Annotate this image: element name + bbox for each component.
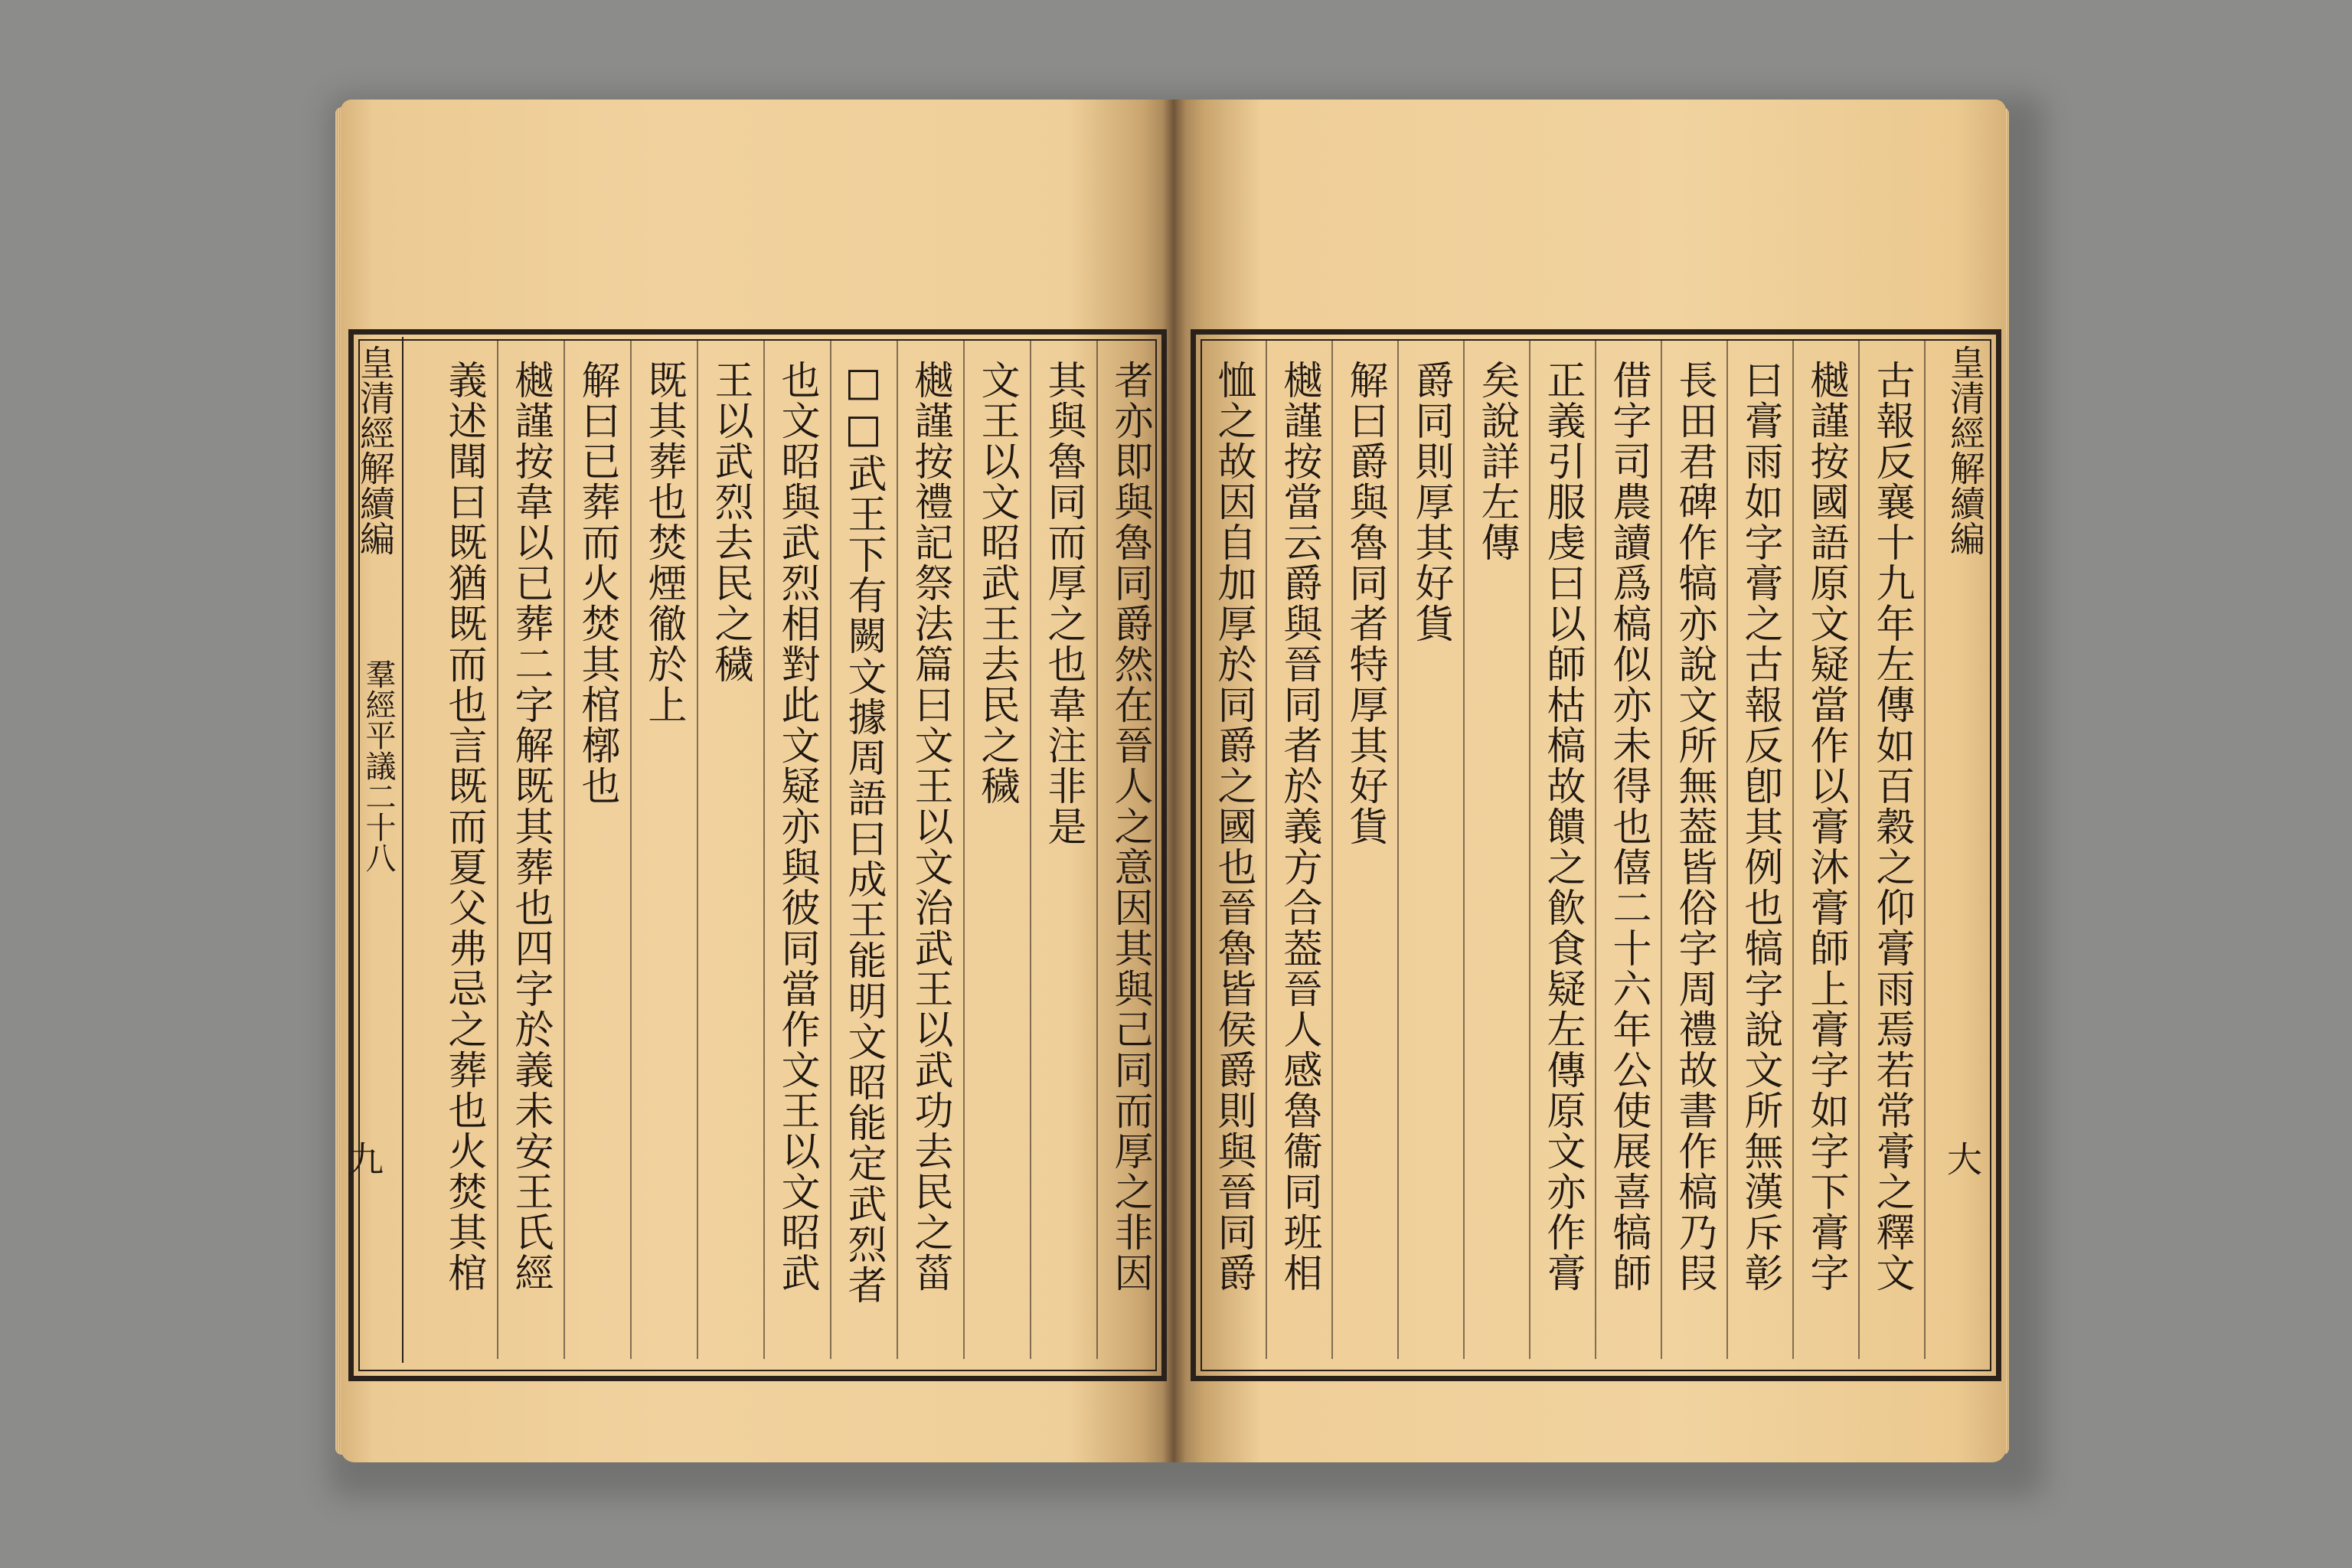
right-column-rule bbox=[1463, 341, 1465, 1359]
left-column-rule bbox=[1163, 341, 1165, 1359]
right-column-rule bbox=[1924, 341, 1926, 1359]
right-column-rule bbox=[1529, 341, 1530, 1359]
left-text-column: □□武王下有闕文據周語曰成王能明文昭能定武烈者 bbox=[841, 360, 886, 1305]
left-column-rule bbox=[1030, 341, 1031, 1359]
left-chapter-label: 羣經平議二十八 bbox=[361, 658, 396, 873]
right-column-rule bbox=[1661, 341, 1662, 1359]
left-text-column: 者亦即與魯同爵然在晉人之意因其與己同而厚之非因 bbox=[1107, 360, 1152, 1293]
left-text-column: 王以武烈去民之穢 bbox=[707, 360, 753, 684]
right-text-column: 矣說詳左傳 bbox=[1474, 360, 1519, 563]
left-column-rule bbox=[830, 341, 831, 1359]
left-column-rule bbox=[1096, 341, 1098, 1359]
right-column-rule bbox=[1792, 341, 1794, 1359]
right-text-column: 恤之故因自加厚於同爵之國也晉魯皆侯爵則與晉同爵 bbox=[1210, 360, 1256, 1293]
right-text-column: 長田君碑作犒亦說文所無葢皆俗字周禮故書作槁乃叚 bbox=[1671, 360, 1717, 1293]
right-column-rule bbox=[1397, 341, 1399, 1359]
right-text-column: 曰膏雨如字膏之古報反卽其例也犒字說文所無漢斥彰 bbox=[1737, 360, 1782, 1293]
left-series-title: 皇清經解續編 bbox=[354, 345, 396, 556]
right-series-title: 皇清經解續編 bbox=[1945, 345, 1986, 556]
left-column-rule bbox=[697, 341, 698, 1359]
left-text-column: 樾謹按禮記祭法篇曰文王以文治武王以武功去民之菑 bbox=[907, 360, 952, 1293]
left-text-column: 也文昭與武烈相對此文疑亦與彼同當作文王以文昭武 bbox=[774, 360, 819, 1293]
right-text-column: 借字司農讀爲槁似亦未得也僖二十六年公使展喜犒師 bbox=[1606, 360, 1651, 1293]
left-text-column: 既其葬也焚煙徹於上 bbox=[641, 360, 686, 725]
right-text-column: 正義引服虔曰以師枯槁故饋之飮食疑左傳原文亦作膏 bbox=[1540, 360, 1585, 1293]
left-column-rule bbox=[763, 341, 765, 1359]
right-column-rule bbox=[1858, 341, 1860, 1359]
left-page-number: 九 bbox=[343, 1141, 384, 1176]
right-text-column: 樾謹按當云爵與晉同者於義方合葢晉人感魯衞同班相 bbox=[1276, 360, 1321, 1293]
left-text-column: 解曰已葬而火焚其棺槨也 bbox=[574, 360, 619, 806]
left-text-column: 文王以文昭武王去民之穢 bbox=[974, 360, 1019, 806]
left-text-column: 其與魯同而厚之也韋注非是 bbox=[1040, 360, 1086, 847]
right-text-column: 樾謹按國語原文疑當作以膏沐膏師上膏字如字下膏字 bbox=[1803, 360, 1848, 1293]
right-column-rule bbox=[1595, 341, 1596, 1359]
left-text-column: 義述聞曰既猶既而也言既而夏父弗忌之葬也火焚其棺 bbox=[441, 360, 486, 1293]
right-text-column: 爵同則厚其好貨 bbox=[1408, 360, 1453, 644]
left-column-rule bbox=[630, 341, 632, 1359]
right-page-number: 大 bbox=[1942, 1141, 1983, 1176]
right-column-rule bbox=[1726, 341, 1728, 1359]
left-text-column: 樾謹按韋以已葬二字解既其葬也四字於義未安王氏經 bbox=[508, 360, 553, 1293]
left-column-rule bbox=[564, 341, 565, 1359]
right-text-column: 古報反襄十九年左傳如百穀之仰膏雨焉若常膏之釋文 bbox=[1869, 360, 1914, 1293]
left-column-rule bbox=[497, 341, 498, 1359]
left-column-rule bbox=[897, 341, 898, 1359]
right-column-rule bbox=[1266, 341, 1267, 1359]
left-column-rule bbox=[963, 341, 965, 1359]
right-column-rule bbox=[1331, 341, 1333, 1359]
right-text-column: 解曰爵與魯同者特厚其好貨 bbox=[1342, 360, 1387, 847]
